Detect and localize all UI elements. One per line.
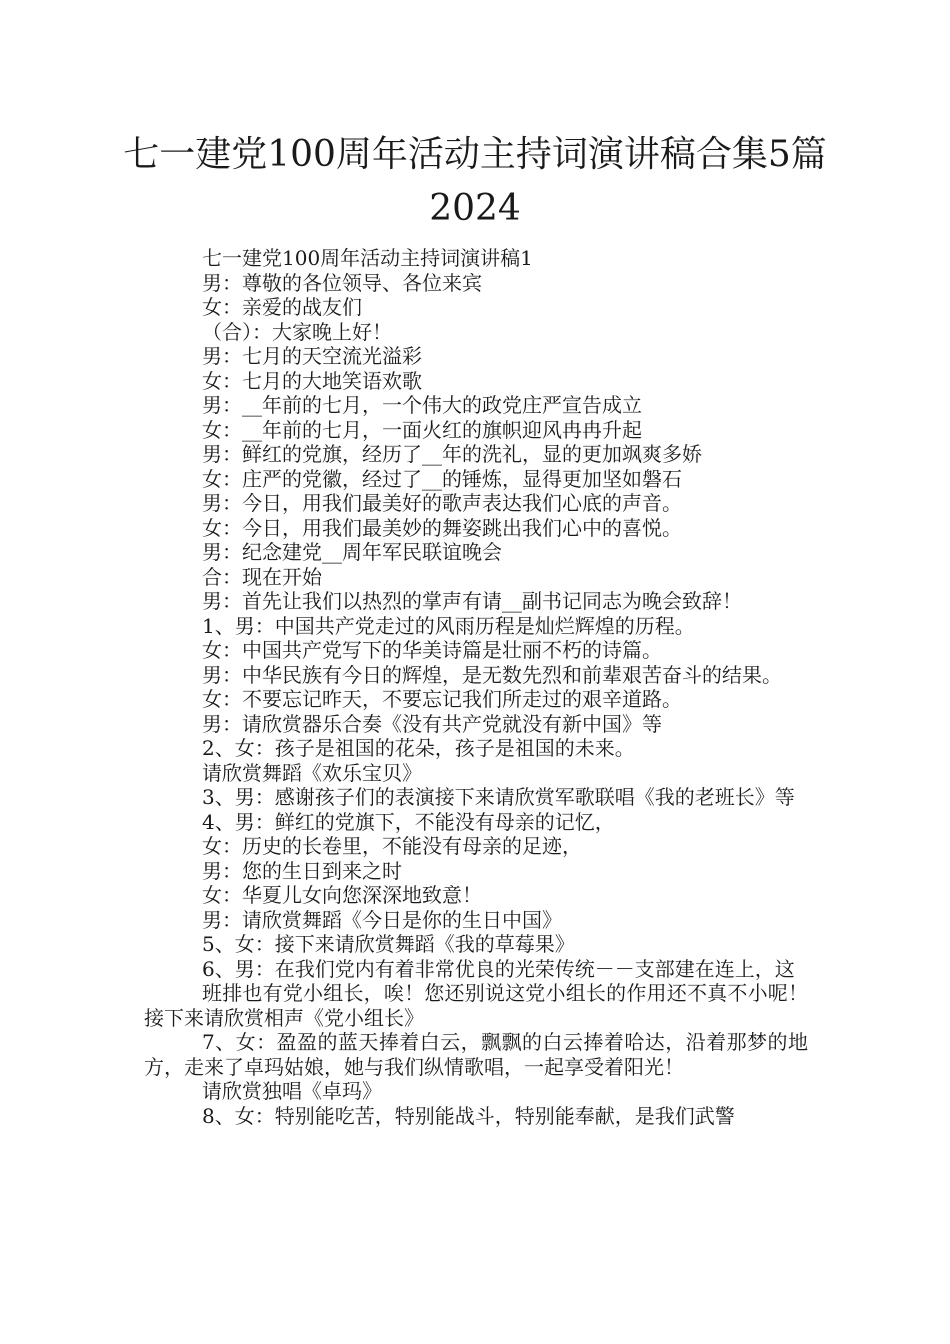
paragraph: 1、男：中国共产党走过的风雨历程是灿烂辉煌的历程。 (202, 613, 695, 638)
paragraph: 女：今日，用我们最美妙的舞姿跳出我们心中的喜悦。 (202, 515, 682, 540)
paragraph: 请欣赏独唱《卓玛》 (202, 1079, 382, 1103)
paragraph: 请欣赏舞蹈《欢乐宝贝》 (202, 760, 422, 785)
paragraph: 男：__年前的七月，一个伟大的政党庄严宣告成立 (202, 393, 642, 417)
paragraph: 女：华夏儿女向您深深地致意！ (202, 883, 482, 907)
paragraph: 男：请欣赏舞蹈《今日是你的生日中国》 (202, 907, 562, 932)
document-title: 七一建党100周年活动主持词演讲稿合集5篇2024 (123, 134, 827, 229)
paragraph: 女：不要忘记昨天，不要忘记我们所走过的艰辛道路。 (202, 687, 682, 711)
paragraph: 女：七月的大地笑语欢歌 (202, 368, 422, 393)
paragraph: 3、男：感谢孩子们的表演接下来请欣赏军歌联唱《我的老班长》等 (202, 785, 795, 809)
paragraph: 女：庄严的党徽，经过了__的锤炼，显得更加坚如磐石 (202, 466, 682, 491)
paragraph: （合）：大家晚上好！ (202, 319, 392, 344)
paragraph: 男：今日，用我们最美好的歌声表达我们心底的声音。 (202, 491, 682, 515)
paragraph: 女：中国共产党写下的华美诗篇是壮丽不朽的诗篇。 (202, 638, 662, 662)
paragraph: 男：纪念建党__周年军民联谊晚会 (202, 540, 502, 564)
paragraph: 女：历史的长卷里，不能没有母亲的足迹， (202, 834, 582, 858)
paragraph: 7、女：盈盈的蓝天捧着白云，飘飘的白云捧着哈达，沿着那梦的地方，走来了卓玛姑娘，她与我们纵情歌唱，一起享受着阳光！ (144, 1030, 808, 1079)
document-body (144, 246, 808, 1128)
paragraph: 班排也有党小组长，唉！您还别说这党小组长的作用还不真不小呢！接下来请欣赏相声《党小组长》 (144, 981, 808, 1030)
paragraph: 5、女：接下来请欣赏舞蹈《我的草莓果》 (202, 932, 575, 956)
paragraph: 女：亲爱的战友们 (202, 295, 362, 319)
paragraph: 男：鲜红的党旗，经历了__年的洗礼，显的更加飒爽多娇 (202, 442, 702, 466)
paragraph: 2、女：孩子是祖国的花朵，孩子是祖国的未来。 (202, 736, 635, 760)
paragraph: 男：请欣赏器乐合奏《没有共产党就没有新中国》等 (202, 711, 662, 736)
paragraph: 七一建党100周年活动主持词演讲稿1 (202, 246, 533, 270)
paragraph: 男：中华民族有今日的辉煌，是无数先烈和前辈艰苦奋斗的结果。 (202, 662, 782, 687)
paragraph: 4、男：鲜红的党旗下，不能没有母亲的记忆， (202, 809, 615, 834)
paragraph: 男：七月的天空流光溢彩 (202, 344, 422, 368)
paragraph: 男：尊敬的各位领导、各位来宾 (202, 270, 482, 295)
paragraph: 男：首先让我们以热烈的掌声有请__副书记同志为晚会致辞！ (202, 589, 742, 613)
paragraph: 6、男：在我们党内有着非常优良的光荣传统－－支部建在连上，这 (202, 956, 795, 981)
paragraph: 合：现在开始 (202, 564, 322, 589)
paragraph: 男：您的生日到来之时 (202, 858, 402, 883)
paragraph: 8、女：特别能吃苦，特别能战斗，特别能奉献，是我们武警 (202, 1103, 735, 1128)
paragraph: 女：__年前的七月，一面火红的旗帜迎风冉冉升起 (202, 417, 642, 442)
